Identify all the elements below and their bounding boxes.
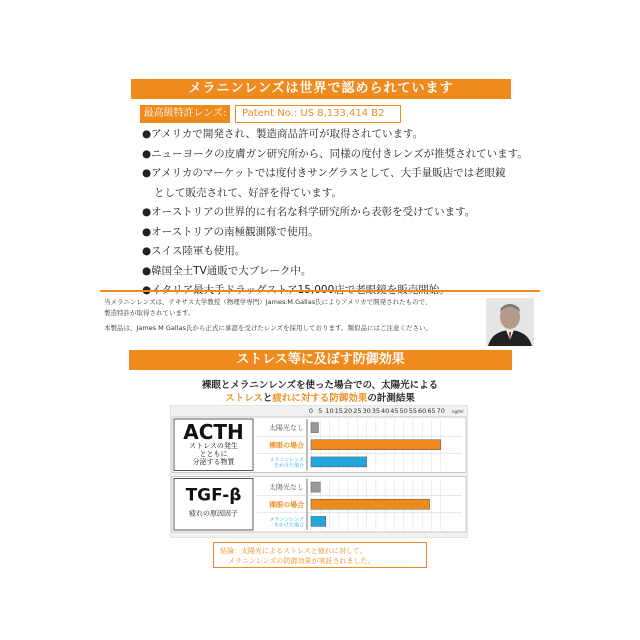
patent-number: Patent No.: US 8,133,414 B2 <box>235 105 401 123</box>
bar-label: メラニンレンズ <box>269 516 304 523</box>
bar-label: 太陽光なし <box>269 424 304 433</box>
portrait-photo <box>486 298 534 346</box>
note-line-2: 製造特許が取得されています。 <box>104 309 195 317</box>
x-tick-label: 20 <box>343 407 353 415</box>
subtitle-stress: ストレス <box>225 393 263 404</box>
x-tick-label: 60 <box>418 407 427 415</box>
bar-label: 太陽光なし <box>269 483 304 492</box>
bar <box>311 516 326 526</box>
list-item: ●アメリカで開発され、製造商品許可が取得されています。 <box>142 128 424 140</box>
x-tick-label: 65 <box>427 407 436 415</box>
group-name: TGF-β <box>185 485 242 506</box>
bar-label: をかけた場合 <box>273 462 304 469</box>
group-description: ストレスの発生 <box>189 442 238 450</box>
subtitle-fatigue: 疲れ <box>272 393 292 404</box>
conclusion-line-2: メラニンレンズの防御効果が実証されました。 <box>228 557 375 565</box>
list-item: ●スイス陸軍も使用。 <box>142 245 246 257</box>
bar-label: 裸眼の場合 <box>269 441 304 450</box>
chart-subtitle-line-2: ストレスと疲れに対する防御効果の計測結果 <box>225 393 415 404</box>
unit-label: ng/ml <box>452 409 464 414</box>
list-item: ●オーストリアの南極観測隊で使用。 <box>142 225 319 238</box>
x-tick-label: 50 <box>399 407 408 415</box>
list-item-continuation: として販売されて、好評を得ています。 <box>154 186 342 199</box>
group-description: 分泌する物質 <box>192 458 235 466</box>
x-tick-label: 45 <box>390 407 399 415</box>
bar <box>311 440 441 450</box>
note-line-1: 当メラニンレンズは、テキサス大学教授（物理学専門）James.M.Gallas氏によりアメリカで開発されたもので、 <box>104 298 432 306</box>
group-name: ACTH <box>183 420 244 444</box>
x-tick-label: 10 <box>325 407 334 415</box>
bar <box>311 482 320 492</box>
section1-banner: メラニンレンズは世界で認められています <box>131 79 511 99</box>
list-item: ●オーストリアの世界的に有名な科学研究所から表彰を受けています。 <box>142 206 476 218</box>
feature-list <box>142 125 528 301</box>
x-tick-label: 0 <box>308 407 314 415</box>
x-tick-label: 30 <box>362 407 371 415</box>
bar <box>311 457 367 467</box>
bar <box>311 423 318 433</box>
section2-banner: ストレス等に及ぼす防御効果 <box>129 350 512 370</box>
bar-label: メラニンレンズ <box>269 457 304 464</box>
list-item: ●ニューヨークの皮膚ガン研究所から、同様の度付きレンズが推奨されています。 <box>142 147 528 160</box>
group-description: 疲れの原因因子 <box>189 509 238 518</box>
note-line-3: 本製品は、James M Gallas氏から正式に承認を受けたレンズを採用しております。類似品にはご注意ください。 <box>104 324 432 332</box>
x-tick-label: 40 <box>380 407 390 415</box>
chart-svg <box>170 405 468 538</box>
x-tick-label: 5 <box>318 407 323 415</box>
bar-label: 裸眼の場合 <box>269 500 304 509</box>
list-item: ●韓国全土TV通販で大ブレーク中。 <box>142 264 312 277</box>
x-tick-label: 25 <box>353 407 362 415</box>
x-tick-label: 15 <box>334 407 343 415</box>
patent-label: 最高級特許レンズ: <box>140 105 230 123</box>
defense-effect-chart <box>170 405 468 538</box>
bar-label: をかけた場合 <box>273 522 304 529</box>
list-item: ●アメリカのマーケットでは度付きサングラスとして、大手量販店では老眼鏡 <box>142 167 506 179</box>
group-description: とともに <box>199 450 228 458</box>
divider <box>100 290 540 292</box>
conclusion-line-1: 結論：太陽光によるストレスと疲れに対して、 <box>220 547 367 555</box>
conclusion-box <box>213 542 427 568</box>
bar <box>311 499 430 509</box>
x-tick-label: 55 <box>408 407 418 415</box>
x-tick-label: 35 <box>371 407 381 415</box>
x-tick-label: 70 <box>436 407 445 415</box>
chart-subtitle-line-1: 裸眼とメラニンレンズを使った場合での、太陽光による <box>201 380 439 391</box>
